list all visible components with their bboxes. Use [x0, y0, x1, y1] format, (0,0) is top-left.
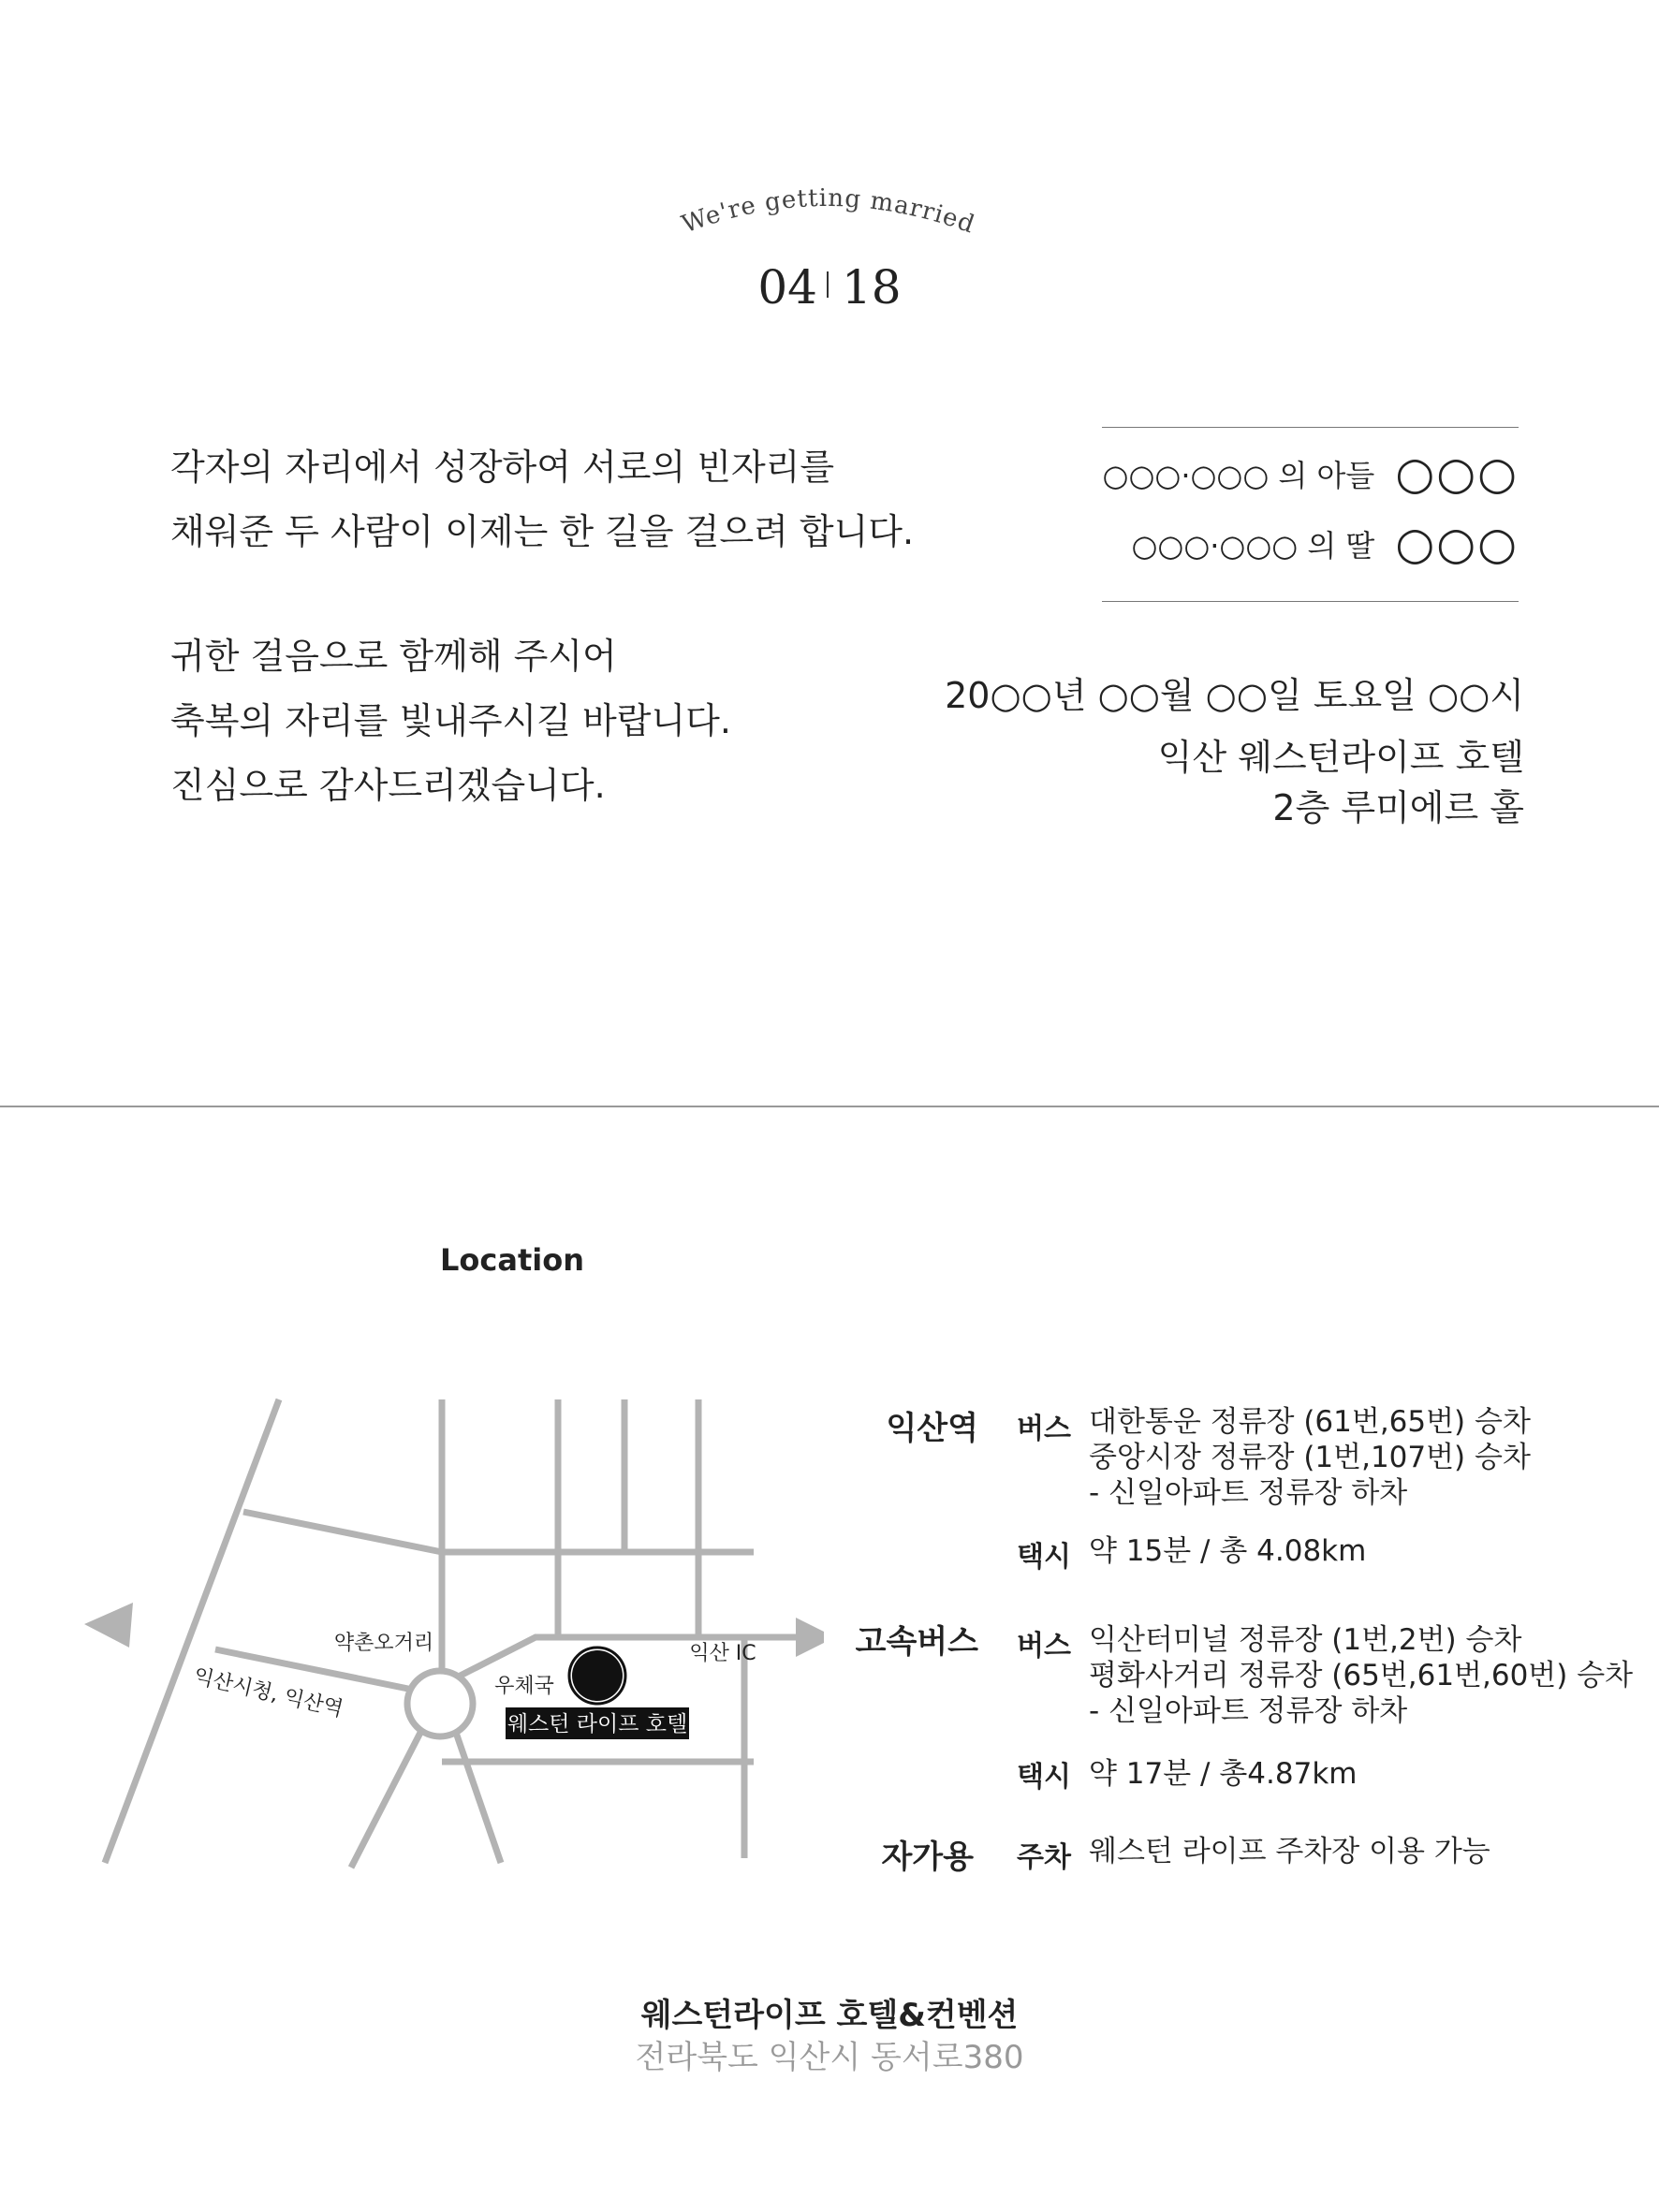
ic-label: 익산 IC	[689, 1642, 756, 1665]
tagline-text: We're getting married	[678, 183, 979, 240]
taxi-detail-1: 약 15분 / 총 4.08km	[1089, 1534, 1367, 1568]
intersection-label: 약촌오거리	[333, 1632, 434, 1655]
parents-top-rule	[1102, 427, 1519, 428]
hotel-marker	[572, 1650, 623, 1701]
category-express-bus: 고속버스	[855, 1623, 978, 1661]
bride-name: ○○○	[1395, 518, 1519, 570]
event-datetime: 20○○년 ○○월 ○○일 토요일 ○○시	[945, 675, 1524, 716]
greeting-line: 진심으로 감사드리겠습니다.	[170, 765, 606, 806]
greeting-paragraph-2	[170, 624, 731, 818]
wedding-date	[0, 260, 1659, 315]
map-road	[351, 1727, 423, 1868]
map-road	[454, 1727, 501, 1863]
event-venue: 익산 웨스턴라이프 호텔	[1157, 737, 1524, 778]
greeting-paragraph-1	[170, 435, 914, 564]
event-hall: 2층 루미에르 홀	[1272, 787, 1524, 828]
mode-parking: 주차	[1017, 1841, 1071, 1874]
parking-detail: 웨스턴 라이프 주차장 이용 가능	[1089, 1835, 1490, 1868]
mode-taxi: 택시	[1017, 1761, 1071, 1794]
svg-text:We're getting married	[678, 184, 978, 240]
venue-address: 전라북도 익산시 동서로380	[635, 2039, 1024, 2076]
event-info	[945, 670, 1524, 833]
post-office-label: 우체국	[494, 1675, 554, 1698]
greeting-line: 귀한 걸음으로 함께해 주시어	[170, 636, 617, 677]
greeting-line: 채워준 두 사람이 이제는 한 길을 걸으려 합니다.	[170, 511, 915, 552]
hotel-label: 웨스턴 라이프 호텔	[507, 1712, 688, 1736]
map-arrow-left	[84, 1603, 133, 1648]
map-road	[243, 1512, 442, 1552]
bride-parents: ○○○·○○○ 의 딸	[1131, 528, 1375, 564]
category-ilsan-station: 익산역	[886, 1410, 978, 1447]
section-divider	[0, 1106, 1659, 1107]
bus-detail-2: 익산터미널 정류장 (1번,2번) 승차 평화사거리 정류장 (65번,61번,60번) 승차 - 신일아파트 정류장 하차	[1089, 1623, 1634, 1728]
greeting-line: 축복의 자리를 빛내주시길 바랍니다.	[170, 700, 731, 741]
map-roundabout	[407, 1671, 473, 1736]
venue-name: 웨스턴라이프 호텔&컨벤션	[640, 1997, 1019, 2034]
date-month: 04	[757, 260, 817, 315]
mode-bus: 버스	[1017, 1630, 1071, 1663]
location-title: Location	[440, 1242, 584, 1278]
taxi-detail-2: 약 17분 / 총4.87km	[1089, 1757, 1358, 1791]
date-separator	[827, 271, 829, 298]
bus-detail-1: 대한통운 정류장 (61번,65번) 승차 중앙시장 정류장 (1번,107번) 승차 - 신일아파트 정류장 하차	[1089, 1405, 1531, 1510]
bride-line	[1131, 518, 1519, 570]
date-day: 18	[842, 260, 902, 315]
groom-name: ○○○	[1395, 447, 1519, 500]
location-map	[75, 1385, 824, 1872]
map-road	[105, 1399, 279, 1863]
mode-bus: 버스	[1017, 1413, 1071, 1445]
city-hall-label: 익산시청, 익산역	[191, 1664, 345, 1722]
groom-parents: ○○○·○○○ 의 아들	[1102, 458, 1375, 493]
greeting-line: 각자의 자리에서 성장하여 서로의 빈자리를	[170, 447, 835, 488]
tagline-arc	[655, 168, 992, 253]
mode-taxi: 택시	[1017, 1541, 1071, 1574]
parents-bottom-rule	[1102, 601, 1519, 602]
category-car: 자가용	[881, 1838, 974, 1876]
groom-line	[1103, 447, 1519, 500]
